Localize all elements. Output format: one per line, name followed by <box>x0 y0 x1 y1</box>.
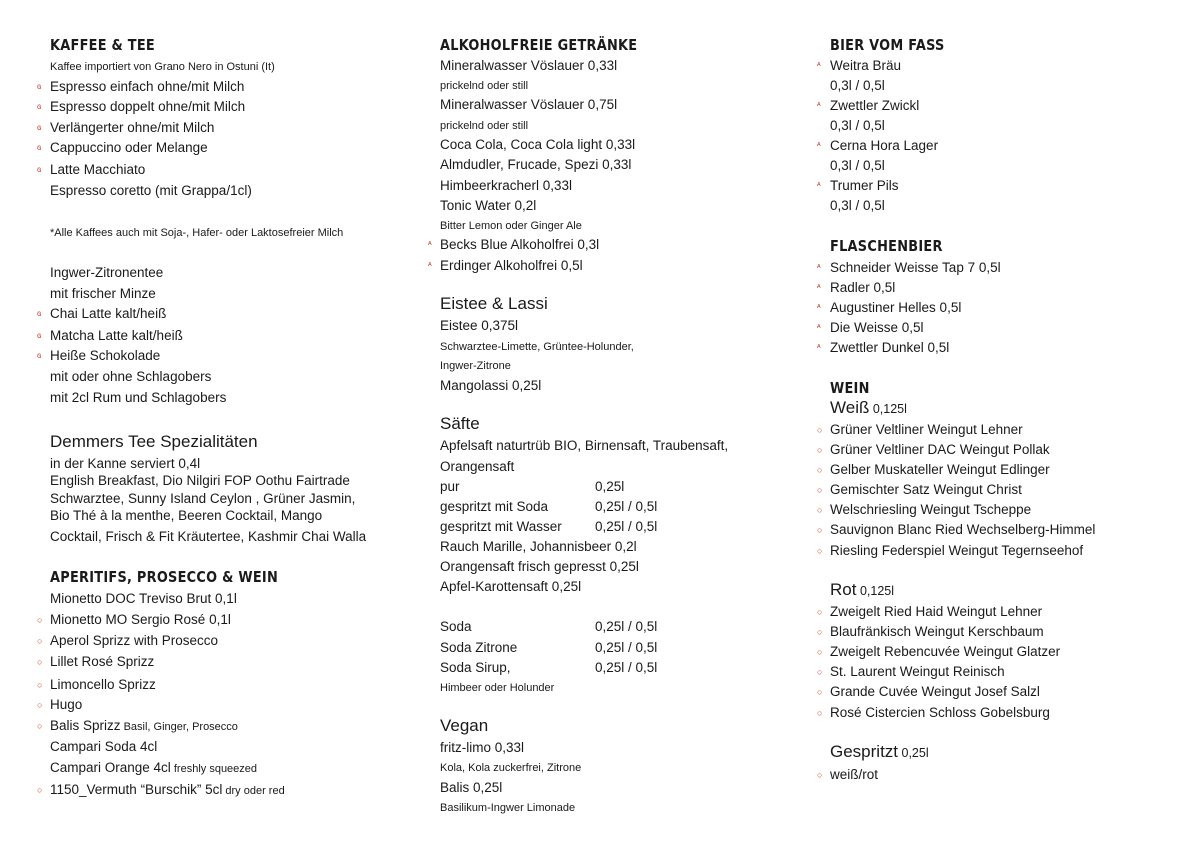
allergen-marker-icon: ɢ <box>37 351 42 360</box>
item-name: Campari Soda 4cl <box>50 739 158 754</box>
item-name: Zwettler Dunkel 0,5l <box>830 340 950 355</box>
menu-item <box>50 781 285 799</box>
item-name: Latte Macchiato <box>50 162 146 177</box>
circle-marker-icon: ○ <box>37 657 43 667</box>
subsection-size: 0,125l <box>869 402 907 416</box>
menu-item <box>50 389 226 407</box>
item-name: gespritzt mit Wasser <box>440 519 562 534</box>
circle-marker-icon: ○ <box>817 425 823 435</box>
item-note: Bitter Lemon oder Ginger Ale <box>440 220 582 232</box>
subsection-heading <box>440 716 488 736</box>
allergen-marker-icon: ɢ <box>37 123 42 132</box>
allergen-marker-icon: ᴬ <box>817 323 821 332</box>
item-name: Welschriesling Weingut Tscheppe <box>830 502 1032 517</box>
item-name: Radler 0,5l <box>830 280 896 295</box>
item-name: Grüner Veltliner Weingut Lehner <box>830 422 1023 437</box>
circle-marker-icon: ○ <box>37 680 43 690</box>
menu-item <box>50 717 238 735</box>
item-name: Becks Blue Alkoholfrei 0,3l <box>440 237 600 252</box>
subsection-title: Gespritzt <box>830 742 899 761</box>
menu-item <box>50 738 157 756</box>
item-name: weiß/rot <box>830 767 879 782</box>
item-name: Gemischter Satz Weingut Christ <box>830 482 1022 497</box>
item-name: Cerna Hora Lager <box>830 138 939 153</box>
item-name: Erdinger Alkoholfrei 0,5l <box>440 258 583 273</box>
menu-item <box>440 317 518 335</box>
item-name: gespritzt mit Soda <box>440 499 549 514</box>
menu-item <box>830 97 919 115</box>
item-name: fritz-limo 0,33l <box>440 740 525 755</box>
circle-marker-icon: ○ <box>817 708 823 718</box>
circle-marker-icon: ○ <box>817 770 823 780</box>
menu-item <box>50 590 237 608</box>
item-name: Soda <box>440 619 472 634</box>
item-name: Sauvignon Blanc Ried Wechselberg-Himmel <box>830 522 1096 537</box>
circle-marker-icon: ○ <box>37 721 43 731</box>
circle-marker-icon: ○ <box>37 615 43 625</box>
subsection-heading <box>830 580 894 600</box>
allergen-marker-icon: ɢ <box>37 143 42 152</box>
menu-item <box>830 197 885 215</box>
menu-item <box>830 521 1095 539</box>
menu-item <box>440 96 617 114</box>
item-name: St. Laurent Weingut Reinisch <box>830 664 1005 679</box>
menu-item <box>50 455 200 473</box>
menu-item <box>50 305 166 323</box>
item-name: Riesling Federspiel Weingut Tegernseehof <box>830 543 1084 558</box>
menu-item <box>440 659 511 677</box>
menu-item <box>440 57 617 75</box>
item-name: Bio Thé à la menthe, Beeren Cocktail, Mango <box>50 508 323 523</box>
circle-marker-icon: ○ <box>817 525 823 535</box>
circle-marker-icon: ○ <box>37 700 43 710</box>
item-name: Schneider Weisse Tap 7 0,5l <box>830 260 1001 275</box>
allergen-marker-icon: ᴬ <box>428 240 432 249</box>
menu-item <box>440 618 472 636</box>
allergen-marker-icon: ᴬ <box>817 181 821 190</box>
allergen-marker-icon: ɢ <box>37 309 42 318</box>
subsection-title: Rot <box>830 580 857 599</box>
allergen-marker-icon: ᴬ <box>817 101 821 110</box>
menu-item <box>50 78 244 96</box>
item-name: Rosé Cistercien Schloss Gobelsburg <box>830 705 1050 720</box>
item-name: 0,3l / 0,5l <box>830 78 885 93</box>
menu-item <box>50 347 160 365</box>
circle-marker-icon: ○ <box>817 687 823 697</box>
menu-item <box>440 458 514 476</box>
menu-item <box>830 57 901 75</box>
item-note: Schwarztee-Limette, Grüntee-Holunder, <box>440 341 634 353</box>
item-name: Schwarztee, Sunny Island Ceylon , Grüner Jasmin, <box>50 491 356 506</box>
item-name: Chai Latte kalt/heiß <box>50 306 167 321</box>
item-name: Heiße Schokolade <box>50 348 161 363</box>
item-size: 0,25l / 0,5l <box>595 499 658 514</box>
menu-item <box>50 507 322 525</box>
item-name: Gelber Muskateller Weingut Edlinger <box>830 462 1050 477</box>
item-description: dry oder red <box>222 785 285 797</box>
menu-item <box>50 472 350 490</box>
menu-item <box>440 377 541 395</box>
item-name: mit frischer Minze <box>50 286 156 301</box>
menu-item <box>830 177 899 195</box>
menu-item <box>440 437 728 455</box>
item-name: Verlängerter ohne/mit Milch <box>50 120 215 135</box>
subsection-title: Vegan <box>440 716 489 735</box>
menu-item <box>830 441 1050 459</box>
item-note: Basilikum-Ingwer Limonade <box>440 802 576 814</box>
subsection-heading <box>50 432 258 452</box>
circle-marker-icon: ○ <box>817 546 823 556</box>
menu-item <box>440 257 583 275</box>
allergen-marker-icon: ɢ <box>37 165 42 174</box>
item-name: Rauch Marille, Johannisbeer 0,2l <box>440 539 637 554</box>
item-name: in der Kanne serviert 0,4l <box>50 456 201 471</box>
menu-item <box>440 136 635 154</box>
item-description: freshly squeezed <box>170 763 258 775</box>
menu-item <box>830 421 1023 439</box>
menu-item <box>830 137 938 155</box>
subsection-title: Eistee & Lassi <box>440 294 548 313</box>
item-name: Aperol Sprizz with Prosecco <box>50 633 219 648</box>
menu-item <box>440 197 536 215</box>
item-name: Mineralwasser Vöslauer 0,33l <box>440 58 618 73</box>
item-name: Zweigelt Ried Haid Weingut Lehner <box>830 604 1043 619</box>
menu-item <box>50 182 252 200</box>
menu-item <box>50 611 231 629</box>
item-name: Espresso coretto (mit Grappa/1cl) <box>50 183 252 198</box>
item-name: Die Weisse 0,5l <box>830 320 924 335</box>
circle-marker-icon: ○ <box>817 607 823 617</box>
item-name: Augustiner Helles 0,5l <box>830 300 962 315</box>
allergen-marker-icon: ᴬ <box>428 261 432 270</box>
menu-item <box>440 739 524 757</box>
item-note: prickelnd oder still <box>440 80 529 92</box>
menu-item <box>830 319 924 337</box>
circle-marker-icon: ○ <box>817 465 823 475</box>
menu-item <box>830 481 1022 499</box>
menu-item <box>440 518 562 536</box>
allergen-marker-icon: ᴬ <box>817 263 821 272</box>
section-heading: BIER VOM FASS <box>830 36 945 54</box>
menu-item <box>50 368 211 386</box>
circle-marker-icon: ○ <box>37 636 43 646</box>
item-name: Trumer Pils <box>830 178 899 193</box>
subsection-heading <box>440 414 480 434</box>
subsection-size: 0,125l <box>856 584 894 598</box>
menu-item <box>830 663 1005 681</box>
subsection-heading <box>830 398 907 418</box>
menu-item <box>830 766 878 784</box>
item-name: Balis Sprizz <box>50 718 121 733</box>
item-name: mit 2cl Rum und Schlagobers <box>50 390 227 405</box>
item-size: 0,25l / 0,5l <box>595 619 658 634</box>
item-name: pur <box>440 479 460 494</box>
allergen-marker-icon: ᴬ <box>817 61 821 70</box>
section-heading: FLASCHENBIER <box>830 237 943 255</box>
menu-item <box>50 98 245 116</box>
item-size: 0,25l / 0,5l <box>595 640 658 655</box>
menu-item <box>440 156 631 174</box>
menu-item <box>830 279 895 297</box>
item-name: Ingwer-Zitronentee <box>50 265 164 280</box>
item-name: Cocktail, Frisch & Fit Kräutertee, Kashmir Chai Walla <box>50 529 367 544</box>
item-description: Basil, Ginger, Prosecco <box>120 721 238 733</box>
item-name: Espresso doppelt ohne/mit Milch <box>50 99 246 114</box>
menu-item <box>830 542 1083 560</box>
menu-item <box>830 623 1044 641</box>
menu-item <box>440 578 581 596</box>
item-name: English Breakfast, Dio Nilgiri FOP Oothu Fairtrade <box>50 473 350 488</box>
menu-item <box>440 177 572 195</box>
item-name: Zweigelt Rebencuvée Weingut Glatzer <box>830 644 1061 659</box>
menu-item <box>440 498 548 516</box>
subsection-title: Säfte <box>440 414 480 433</box>
allergen-marker-icon: ᴬ <box>817 343 821 352</box>
item-note: Kaffee importiert von Grano Nero in Ostuni (It) <box>50 61 275 73</box>
item-note: Ingwer-Zitrone <box>440 360 511 372</box>
menu-item <box>440 558 639 576</box>
allergen-marker-icon: ɢ <box>37 102 42 111</box>
item-name: Tonic Water 0,2l <box>440 198 537 213</box>
item-name: Lillet Rosé Sprizz <box>50 654 155 669</box>
item-name: Orangensaft frisch gepresst 0,25l <box>440 559 639 574</box>
menu-item <box>50 139 208 157</box>
menu-item <box>830 117 885 135</box>
allergen-marker-icon: ᴬ <box>817 283 821 292</box>
menu-item <box>830 683 1040 701</box>
allergen-marker-icon: ɢ <box>37 82 42 91</box>
menu-item <box>50 528 366 546</box>
allergen-marker-icon: ᴬ <box>817 303 821 312</box>
menu-item <box>830 603 1042 621</box>
menu-item <box>830 501 1031 519</box>
item-name: Mionetto DOC Treviso Brut 0,1l <box>50 591 237 606</box>
menu-item <box>50 264 163 282</box>
menu-item <box>50 490 355 508</box>
subsection-title: Demmers Tee Spezialitäten <box>50 432 258 451</box>
item-name: Blaufränkisch Weingut Kerschbaum <box>830 624 1044 639</box>
circle-marker-icon: ○ <box>817 667 823 677</box>
section-heading: APERITIFS, PROSECCO & WEIN <box>50 568 279 586</box>
item-name: Weitra Bräu <box>830 58 902 73</box>
item-name: Cappuccino oder Melange <box>50 140 208 155</box>
item-name: Mangolassi 0,25l <box>440 378 542 393</box>
circle-marker-icon: ○ <box>37 785 43 795</box>
circle-marker-icon: ○ <box>817 627 823 637</box>
menu-item <box>50 696 82 714</box>
circle-marker-icon: ○ <box>817 647 823 657</box>
allergen-marker-icon: ɢ <box>37 331 42 340</box>
item-name: Campari Orange 4cl <box>50 760 171 775</box>
menu-item <box>440 538 637 556</box>
item-size: 0,25l <box>595 479 625 494</box>
menu-item <box>50 285 156 303</box>
menu-item <box>440 779 502 797</box>
circle-marker-icon: ○ <box>817 505 823 515</box>
item-name: Hugo <box>50 697 83 712</box>
item-note: *Alle Kaffees auch mit Soja-, Hafer- oder Laktosefreier Milch <box>50 227 344 239</box>
section-heading: ALKOHOLFREIE GETRÄNKE <box>440 36 638 54</box>
item-name: Coca Cola, Coca Cola light 0,33l <box>440 137 636 152</box>
item-size: 0,25l / 0,5l <box>595 660 658 675</box>
subsection-heading <box>830 742 929 762</box>
section-heading: KAFFEE & TEE <box>50 36 155 54</box>
item-name: Orangensaft <box>440 459 515 474</box>
subsection-title: Weiß <box>830 398 870 417</box>
item-name: Almdudler, Frucade, Spezi 0,33l <box>440 157 632 172</box>
item-note: Himbeer oder Holunder <box>440 682 555 694</box>
menu-item <box>440 478 460 496</box>
item-name: Apfel-Karottensaft 0,25l <box>440 579 582 594</box>
item-name: Mineralwasser Vöslauer 0,75l <box>440 97 618 112</box>
menu-item <box>50 161 145 179</box>
subsection-size: 0,25l <box>898 746 929 760</box>
menu-item <box>830 461 1050 479</box>
item-name: Soda Sirup, <box>440 660 511 675</box>
menu-item <box>830 299 961 317</box>
menu-item <box>50 653 154 671</box>
subsection-heading <box>440 294 548 314</box>
menu-item <box>50 327 183 345</box>
item-name: 0,3l / 0,5l <box>830 158 885 173</box>
menu-item <box>830 643 1060 661</box>
item-name: Apfelsaft naturtrüb BIO, Birnensaft, Traubensaft, <box>440 438 729 453</box>
item-name: Balis 0,25l <box>440 780 503 795</box>
menu-item <box>50 759 257 777</box>
item-note: Kola, Kola zuckerfrei, Zitrone <box>440 762 582 774</box>
item-name: Matcha Latte kalt/heiß <box>50 328 183 343</box>
item-name: mit oder ohne Schlagobers <box>50 369 212 384</box>
item-name: 0,3l / 0,5l <box>830 118 885 133</box>
menu-item <box>440 236 599 254</box>
item-name: Mionetto MO Sergio Rosé 0,1l <box>50 612 231 627</box>
menu-item <box>830 157 885 175</box>
item-name: Limoncello Sprizz <box>50 677 156 692</box>
item-name: Espresso einfach ohne/mit Milch <box>50 79 245 94</box>
menu-item <box>50 632 218 650</box>
item-name: Grüner Veltliner DAC Weingut Pollak <box>830 442 1050 457</box>
circle-marker-icon: ○ <box>817 485 823 495</box>
item-name: 1150_Vermuth “Burschik” 5cl <box>50 782 223 797</box>
item-name: Eistee 0,375l <box>440 318 519 333</box>
item-name: Soda Zitrone <box>440 640 518 655</box>
item-name: Himbeerkracherl 0,33l <box>440 178 573 193</box>
item-name: 0,3l / 0,5l <box>830 198 885 213</box>
menu-item <box>830 704 1050 722</box>
menu-item <box>440 639 517 657</box>
section-heading: WEIN <box>830 379 870 397</box>
item-name: Grande Cuvée Weingut Josef Salzl <box>830 684 1040 699</box>
menu-item <box>830 339 949 357</box>
item-note: prickelnd oder still <box>440 120 529 132</box>
item-size: 0,25l / 0,5l <box>595 519 658 534</box>
menu-item <box>50 676 156 694</box>
menu-item <box>830 77 885 95</box>
item-name: Zwettler Zwickl <box>830 98 920 113</box>
menu-item <box>50 119 214 137</box>
allergen-marker-icon: ᴬ <box>817 141 821 150</box>
circle-marker-icon: ○ <box>817 445 823 455</box>
menu-item <box>830 259 1001 277</box>
